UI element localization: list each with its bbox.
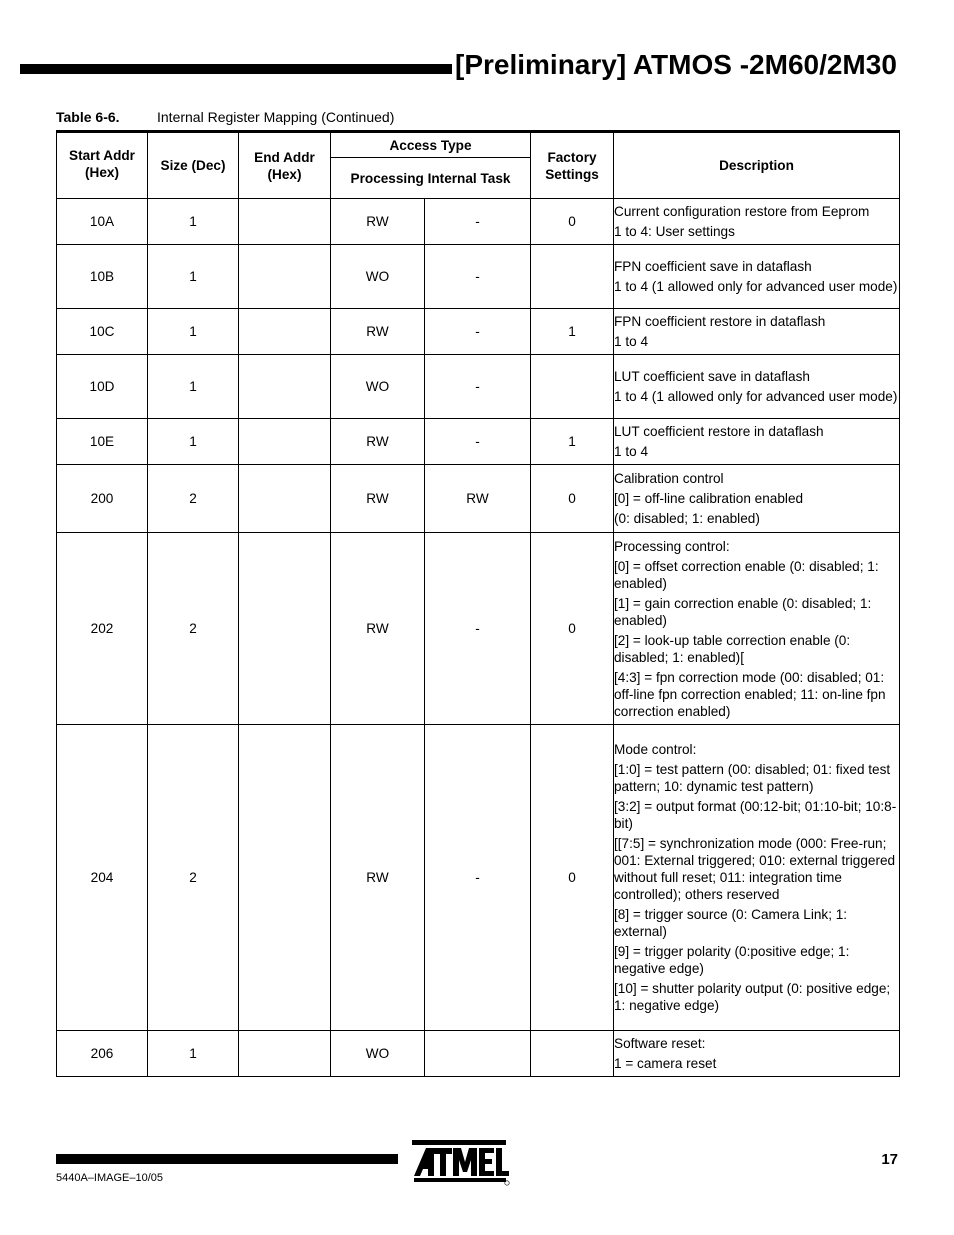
cell-access: RW [331,419,425,465]
cell-size: 1 [148,199,239,245]
cell-access: RW [331,533,425,725]
cell-internal-task: - [425,245,531,309]
description-line: FPN coefficient restore in dataflash [614,314,826,329]
cell-size: 1 [148,419,239,465]
cell-access: RW [331,309,425,355]
atmel-logo [412,1136,512,1186]
description-line: 1 to 4 [614,334,649,349]
cell-access: WO [331,355,425,419]
page-title: [Preliminary] ATMOS -2M60/2M30 [455,49,897,80]
description-line: Current configuration restore from Eeprom [614,204,870,219]
cell-description [614,309,900,355]
cell-description [614,199,900,245]
cell-end-addr [239,245,331,309]
cell-factory-setting: 0 [531,725,614,1031]
cell-description [614,465,900,533]
table-row [57,465,900,533]
cell-start-addr: 10C [57,309,148,355]
description-line: Processing control: [614,538,730,554]
description-line: 1 to 4: User settings [614,224,735,239]
table-row [57,725,900,1031]
cell-start-addr: 10A [57,199,148,245]
description-line: FPN coefficient save in dataflash [614,259,812,274]
cell-description [614,245,900,309]
header-size: Size (Dec) [148,132,239,199]
description-line: [1:0] = test pattern (00: disabled; 01: fixed test pattern; 10: dynamic test pattern) [614,762,891,794]
description-line: LUT coefficient restore in dataflash [614,424,824,439]
description-line: [9] = trigger polarity (0:positive edge; 1: negative edge) [614,944,850,976]
header-start-addr: Start Addr (Hex) [57,132,148,199]
cell-access: WO [331,245,425,309]
description-line: 1 to 4 (1 allowed only for advanced user mode) [614,279,898,294]
cell-start-addr: 10E [57,419,148,465]
description-line: [2] = look-up table correction enable (0: disabled; 1: enabled)[ [614,632,851,665]
document-code: 5440A–IMAGE–10/05 [56,1172,164,1184]
cell-size: 1 [148,1031,239,1077]
header-access-type: Access Type [331,132,531,158]
description-line: [0] = off-line calibration enabled [614,491,804,506]
header-processing: Processing Internal Task [331,158,531,199]
cell-start-addr: 206 [57,1031,148,1077]
cell-size: 2 [148,533,239,725]
cell-start-addr: 200 [57,465,148,533]
header-description: Description [614,132,900,199]
cell-description [614,355,900,419]
cell-access: RW [331,725,425,1031]
cell-end-addr [239,309,331,355]
cell-internal-task: - [425,355,531,419]
cell-start-addr: 10D [57,355,148,419]
description-line: Calibration control [614,471,724,486]
cell-start-addr: 204 [57,725,148,1031]
cell-factory-setting: 0 [531,199,614,245]
description-line: (0: disabled; 1: enabled) [614,511,760,526]
cell-start-addr: 202 [57,533,148,725]
table-row [57,199,900,245]
cell-internal-task: - [425,199,531,245]
description-line: [3:2] = output format (00:12-bit; 01:10-bit; 10:8-bit) [614,799,897,831]
header-rule [20,64,452,74]
description-line: [1] = gain correction enable (0: disabled; 1: enabled) [614,595,872,628]
table-title: Internal Register Mapping (Continued) [157,109,395,125]
cell-size: 1 [148,245,239,309]
cell-start-addr: 10B [57,245,148,309]
cell-internal-task: - [425,725,531,1031]
header-end-addr: End Addr (Hex) [239,132,331,199]
description-line: LUT coefficient save in dataflash [614,369,810,384]
table-caption [56,107,394,127]
cell-size: 2 [148,465,239,533]
cell-factory-setting: 0 [531,533,614,725]
cell-factory-setting: 0 [531,465,614,533]
description-line: Software reset: [614,1036,706,1051]
table-row [57,419,900,465]
description-line: [4:3] = fpn correction mode (00: disabled; 01: off-line fpn correction enabled; 11: on-line fpn correction enabled) [614,669,886,719]
description-line: 1 to 4 (1 allowed only for advanced user mode) [614,389,898,404]
cell-factory-setting [531,245,614,309]
cell-end-addr [239,725,331,1031]
table-row [57,533,900,725]
cell-description [614,1031,900,1077]
cell-end-addr [239,1031,331,1077]
description-line: 1 = camera reset [614,1056,717,1071]
table-row [57,245,900,309]
cell-factory-setting [531,1031,614,1077]
page-number: 17 [881,1151,898,1168]
description-line: [10] = shutter polarity output (0: positive edge; 1: negative edge) [614,981,891,1013]
cell-size: 1 [148,309,239,355]
cell-end-addr [239,533,331,725]
table-row [57,1031,900,1077]
cell-description [614,533,900,725]
description-line: Mode control: [614,742,697,757]
table-number: Table 6-6. [56,109,120,125]
cell-size: 1 [148,355,239,419]
cell-factory-setting: 1 [531,309,614,355]
header-factory: Factory Settings [531,132,614,199]
cell-internal-task: - [425,309,531,355]
register-table [56,130,900,1077]
cell-factory-setting [531,355,614,419]
table-row [57,355,900,419]
cell-internal-task: - [425,419,531,465]
description-line: 1 to 4 [614,444,649,459]
cell-access: RW [331,199,425,245]
description-line: [0] = offset correction enable (0: disabled; 1: enabled) [614,558,879,591]
footer-rule [56,1154,398,1164]
cell-size: 2 [148,725,239,1031]
cell-factory-setting: 1 [531,419,614,465]
cell-access: WO [331,1031,425,1077]
cell-end-addr [239,419,331,465]
cell-access: RW [331,465,425,533]
cell-internal-task: RW [425,465,531,533]
cell-internal-task [425,1031,531,1077]
cell-end-addr [239,199,331,245]
table-row [57,309,900,355]
description-line: [8] = trigger source (0: Camera Link; 1: external) [614,907,848,939]
cell-description [614,725,900,1031]
cell-description [614,419,900,465]
cell-internal-task: - [425,533,531,725]
cell-end-addr [239,355,331,419]
cell-end-addr [239,465,331,533]
description-line: [[7:5] = synchronization mode (000: Free-run; 001: External triggered; 010: external triggered without full reset; 011: integration time controlled); others reserved [614,836,896,902]
